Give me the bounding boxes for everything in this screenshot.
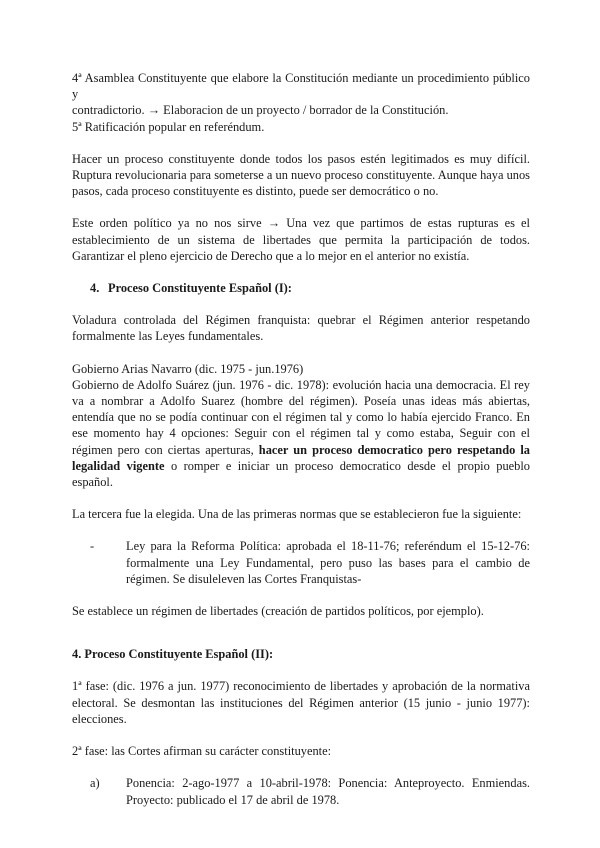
paragraph-political-order: Este orden político ya no nos sirve → Una vez que partimos de estas rupturas es el establecimiento de un sistema de libertades que permita la participación de todos. Garantizar el pleno ejercicio de Derecho que a lo mejor en el anterior no existía. (72, 216, 530, 263)
section-title: Proceso Constituyente Español (I): (108, 281, 292, 296)
section-heading-1 (72, 280, 530, 296)
paragraph-legitimacy: Hacer un proceso constituyente donde todos los pasos estén legitimados es muy difícil. Ruptura revolucionaria para someterse a un nuevo proceso constituyente. Aunque haya unos pasos, cada proceso constituyente es distinto, puede ser democrático o no. (72, 151, 530, 199)
paragraph-libertades: Se establece un régimen de libertades (creación de partidos políticos, por ejemplo). (72, 604, 484, 619)
list-item-reforma-politica (72, 538, 530, 587)
paragraph-fase-2: 2ª fase: las Cortes afirman su carácter constituyente: (72, 744, 332, 759)
suarez-text: Gobierno de Adolfo Suárez (jun. 1976 - dic. 1978): evolución hacia una democracia. El rey va a nombrar a Adolfo Suarez (hombre del régimen). Poseía unas ideas más abiertas, entendía que no se podía continuar con el régimen tal y como lo había ejercido Franco. En ese momento hay 4 opciones: Seguir con el régimen tal y como estaba, Seguir con el régimen pero con ciertas aperturas, (72, 377, 530, 457)
paragraph-governments (72, 361, 530, 491)
paragraph-fase-1: 1ª fase: (dic. 1976 a jun. 1977) reconocimiento de libertades y aprobación de la normativa electoral. Se desmontan las instituciones del Régimen anterior (15 junio - junio 1977): elecciones. (72, 679, 530, 726)
suarez-text-end: o romper e iniciar un proceso democratico desde el propio pueblo español. (72, 458, 530, 490)
paragraph-steps (72, 70, 530, 135)
list-item-text: Ponencia: 2-ago-1977 a 10-abril-1978: Ponencia: Anteproyecto. Enmiendas. Proyecto: publicado el 17 de abril de 1978. (126, 776, 530, 807)
suarez-paragraph (72, 377, 530, 490)
list-marker: a) (90, 776, 100, 791)
section-heading-2: 4. Proceso Constituyente Español (II): (72, 647, 274, 662)
list-marker: - (90, 539, 95, 554)
step-4-line-cont: contradictorio. → Elaboracion de un proyecto / borrador de la Constitución. (72, 103, 449, 118)
paragraph-voladura: Voladura controlada del Régimen franquista: quebrar el Régimen anterior respetando formalmente las Leyes fundamentales. (72, 313, 530, 344)
section-number: 4. (90, 281, 100, 296)
step-5-line: 5ª Ratificación popular en referéndum. (72, 119, 265, 134)
list-item-ponencia (72, 775, 530, 807)
suarez-bold-option: hacer un proceso democratico pero respetando la legalidad vigente (72, 442, 531, 473)
paragraph-third-option: La tercera fue la elegida. Una de las primeras normas que se establecieron fue la siguiente: (72, 507, 522, 522)
list-item-text: Ley para la Reforma Política: aprobada el 18-11-76; referéndum el 15-12-76: formalmente una Ley Fundamental, pero puso las bases para el cambio de régimen. Se disuleleven las Cortes Franquistas- (126, 539, 530, 586)
step-4-line: 4ª Asamblea Constituyente que elabore la Constitución mediante un procedimiento público y (72, 71, 530, 102)
arias-navarro-line: Gobierno Arias Navarro (dic. 1975 - jun.1976) (72, 361, 304, 376)
